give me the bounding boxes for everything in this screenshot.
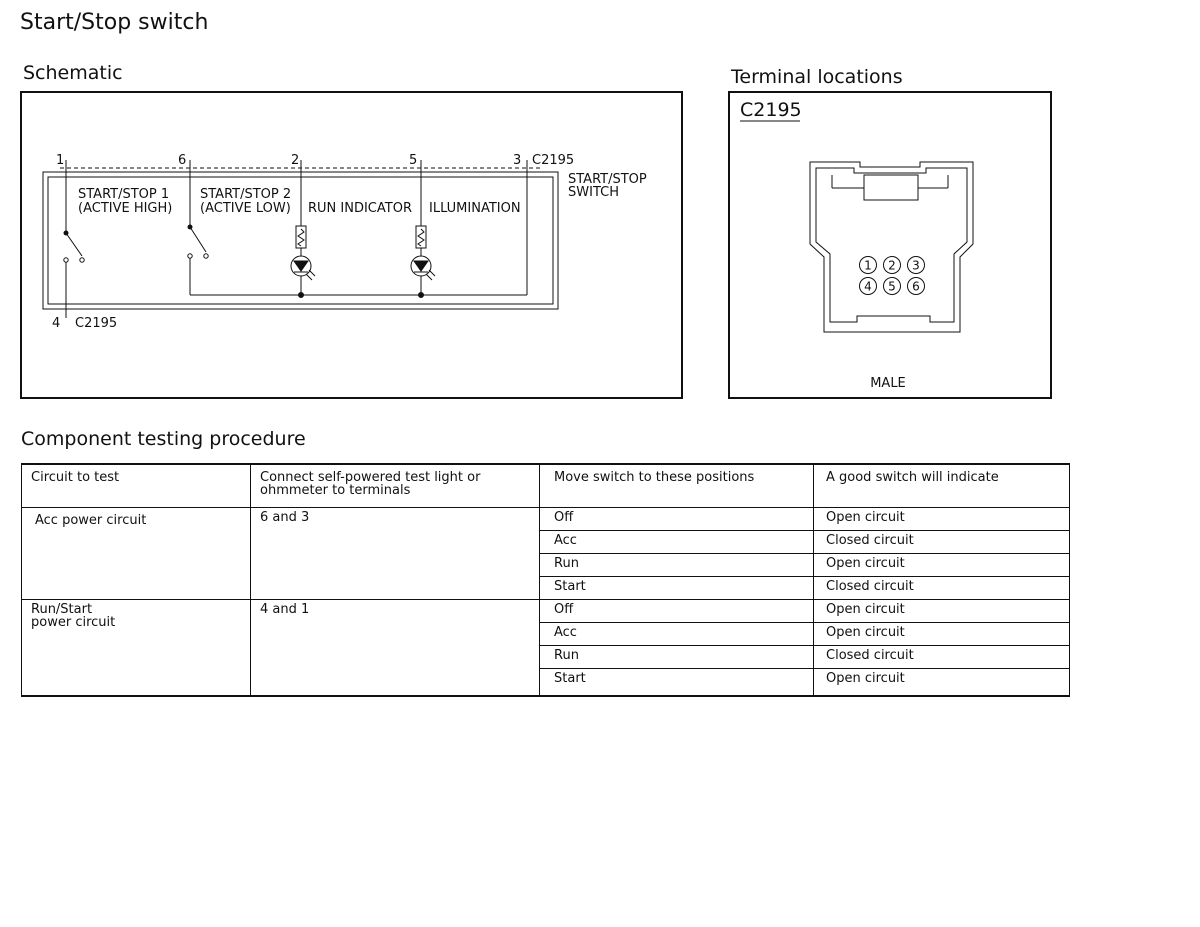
procedure-title: Component testing procedure bbox=[21, 428, 306, 450]
header-connect: Connect self-powered test light or ohmmeter to terminals bbox=[251, 464, 540, 508]
result-cell: Closed circuit bbox=[814, 646, 1070, 669]
header-circuit: Circuit to test bbox=[22, 464, 251, 508]
switch-label-line2: SWITCH bbox=[568, 185, 619, 200]
common-ground-bus bbox=[190, 160, 527, 295]
pin-label-2: 2 bbox=[291, 153, 300, 168]
position-cell: Run bbox=[540, 646, 814, 669]
position-cell: Start bbox=[540, 577, 814, 600]
ss2-label-line1: START/STOP 2 bbox=[200, 187, 292, 202]
schematic-diagram bbox=[0, 0, 1200, 420]
position-cell: Start bbox=[540, 669, 814, 697]
start-stop-2-switch bbox=[188, 160, 208, 295]
ss1-label-line1: START/STOP 1 bbox=[78, 187, 170, 202]
procedure-table bbox=[21, 463, 1070, 697]
position-cell: Off bbox=[540, 508, 814, 531]
table-header-row bbox=[22, 464, 1070, 508]
group-2-terminals: 4 and 1 bbox=[251, 600, 540, 697]
result-cell: Open circuit bbox=[814, 669, 1070, 697]
illumination-led bbox=[411, 160, 435, 298]
terminal-pin-1-label: 1 bbox=[864, 258, 872, 273]
terminal-pin-5-label: 5 bbox=[888, 279, 896, 294]
pin-label-5: 5 bbox=[409, 153, 418, 168]
switch-label-line1: START/STOP bbox=[568, 172, 647, 187]
connector-bottom-label: C2195 bbox=[75, 316, 118, 331]
terminal-connector-label: C2195 bbox=[740, 99, 802, 121]
terminal-frame bbox=[729, 92, 1051, 398]
group-1-circuit: Acc power circuit bbox=[22, 508, 251, 600]
start-stop-1-switch bbox=[64, 160, 84, 318]
pin-label-1: 1 bbox=[56, 153, 65, 168]
terminal-pin-2-label: 2 bbox=[888, 258, 896, 273]
result-cell: Open circuit bbox=[814, 508, 1070, 531]
terminal-pin-6-label: 6 bbox=[912, 279, 920, 294]
terminal-gender-label: MALE bbox=[870, 376, 906, 391]
terminal-locations-title: Terminal locations bbox=[731, 66, 903, 88]
position-cell: Run bbox=[540, 554, 814, 577]
position-cell: Acc bbox=[540, 623, 814, 646]
pin-label-3: 3 bbox=[513, 153, 522, 168]
ss2-label-line2: (ACTIVE LOW) bbox=[200, 201, 291, 216]
page-title: Start/Stop switch bbox=[20, 10, 209, 35]
illumination-label: ILLUMINATION bbox=[429, 201, 521, 216]
group-2-circuit: Run/Start power circuit bbox=[22, 600, 251, 697]
run-indicator-led bbox=[291, 160, 315, 298]
schematic-frame bbox=[21, 92, 682, 398]
pin-label-6: 6 bbox=[178, 153, 187, 168]
result-cell: Open circuit bbox=[814, 554, 1070, 577]
table-row bbox=[22, 508, 1070, 531]
run-indicator-label: RUN INDICATOR bbox=[308, 201, 412, 216]
position-cell: Acc bbox=[540, 531, 814, 554]
header-positions: Move switch to these positions bbox=[540, 464, 814, 508]
ss1-label-line2: (ACTIVE HIGH) bbox=[78, 201, 173, 216]
group-1-terminals: 6 and 3 bbox=[251, 508, 540, 600]
result-cell: Open circuit bbox=[814, 600, 1070, 623]
terminal-pin-4-label: 4 bbox=[864, 279, 872, 294]
result-cell: Closed circuit bbox=[814, 577, 1070, 600]
result-cell: Open circuit bbox=[814, 623, 1070, 646]
schematic-title: Schematic bbox=[23, 62, 123, 84]
result-cell: Closed circuit bbox=[814, 531, 1070, 554]
connector-top-label: C2195 bbox=[532, 153, 575, 168]
header-indicate: A good switch will indicate bbox=[814, 464, 1070, 508]
connector-outline bbox=[810, 162, 973, 332]
pin-label-4: 4 bbox=[52, 316, 61, 331]
position-cell: Off bbox=[540, 600, 814, 623]
table-row bbox=[22, 600, 1070, 623]
terminal-pin-3-label: 3 bbox=[912, 258, 920, 273]
